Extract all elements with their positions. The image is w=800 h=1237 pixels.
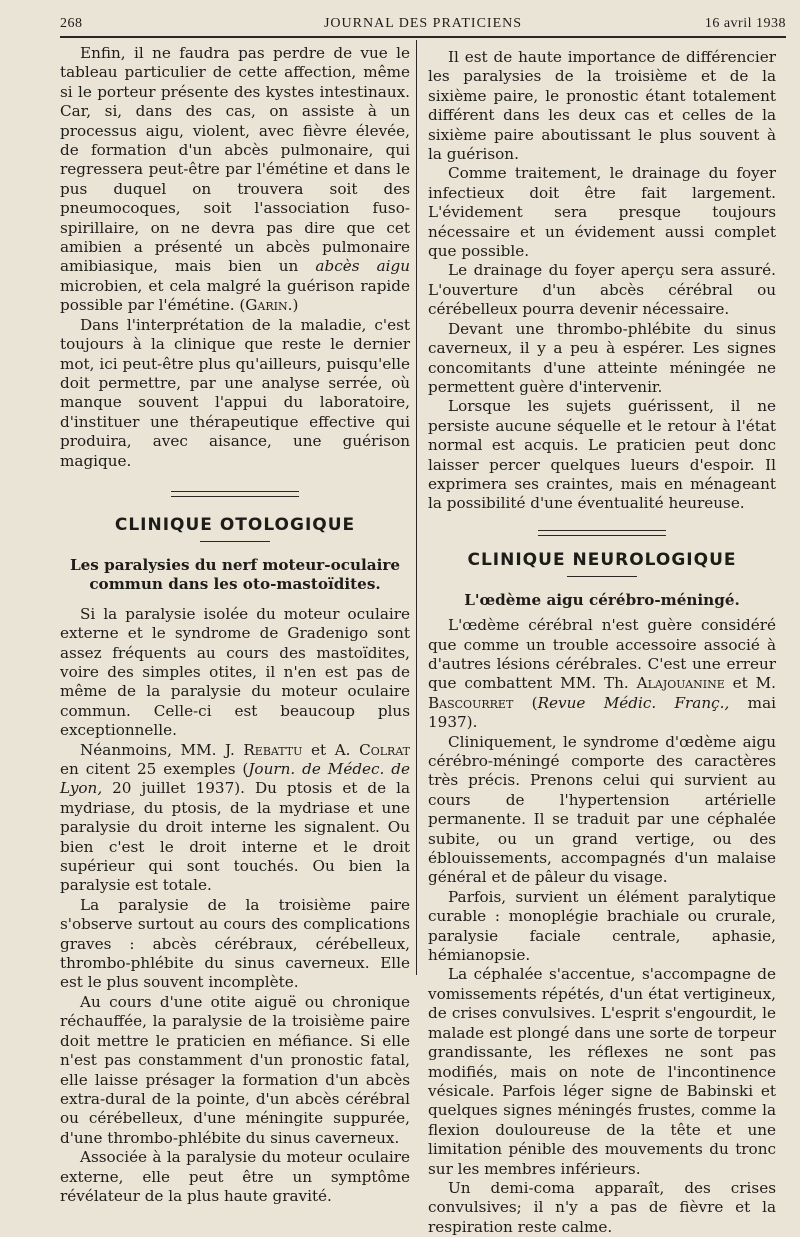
paragraph: Il est de haute importance de différencier les paralysies de la troisième et de la sixième paire, le pronostic étant totalement différent dans les deux cas et celles de la sixième paire aboutissant le plus souvent à la guérison.: [428, 48, 776, 164]
article-title: Les paralysies du nerf moteur-oculaire commun dans les oto-mastoïdites.: [69, 555, 401, 594]
paragraph: L'œdème cérébral n'est guère considéré que comme un trouble accessoire associé à d'autres lésions cérébrales. C'est une erreur que combattent MM. Th. Alajouanine et M. Bascourret (Revue Médic. Franç., mai 1937).: [428, 616, 777, 732]
issue-date: 16 avril 1938: [704, 16, 786, 31]
journal-title: JOURNAL DES PRATICIENS: [323, 16, 523, 31]
section-heading-neurologique: CLINIQUE NEUROLOGIQUE: [467, 549, 737, 570]
paragraph: Associée à la paralysie du moteur oculaire externe, elle peut être un symptôme révélateur de la plus haute gravité.: [60, 1148, 410, 1205]
paragraph: Au cours d'une otite aiguë ou chronique réchauffée, la paralysie de la troisième paire doit mettre le praticien en méfiance. Si elle n'est pas constamment d'un pronostic fatal, elle laisse présager la formation d'un abcès extra-dural de la pointe, d'un abcès cérébral ou cérébelleux, d'une méningite suppurée, d'une thrombo-phlébite du sinus caverneux.: [60, 992, 410, 1147]
running-header: [60, 14, 786, 36]
paragraph: Lorsque les sujets guérissent, il ne persiste aucune séquelle et le retour à l'état normal est acquis. Le praticien peut donc laisser percer quelques lueurs d'espoir. Il exprimera ses craintes, mais en ménageant la possibilité d'une éventualité heureuse.: [428, 397, 776, 513]
article-title: L'œdème aigu cérébro-méningé.: [464, 590, 740, 609]
section-heading-otologique: CLINIQUE OTOLOGIQUE: [114, 514, 356, 535]
paragraph: La paralysie de la troisième paire s'observe surtout au cours des complications graves : abcès cérébraux, cérébelleux, thrombo-phlébite du sinus caverneux. Elle est le plus souvent incomplète.: [60, 895, 410, 992]
paragraph: Enfin, il ne faudra pas perdre de vue le tableau particulier de cette affection, même si le porteur présente des kystes intestinaux. Car, si, dans des cas, on assiste à un processus aigu, violent, avec fièvre élevée, de formation d'un abcès pulmonaire, qui regressera peut-être par l'émétine et dans le pus duquel on trouvera soit des pneumocoques, soit l'association fuso-spirillaire, on ne devra pas dire que cet amibien a présenté un abcès pulmonaire amibiasique, mais bien un abcès aigu microbien, et cela malgré la guérison rapide possible par l'émétine. (Garin.): [60, 44, 411, 315]
paragraph: Néanmoins, MM. J. Rebattu et A. Colrat en citent 25 exemples (Journ. de Médec. de Lyon, 20 juillet 1937). Du ptosis et de la mydriase, du ptosis, de la mydriase et une paralysie du droit interne les signalent. Ou bien c'est le droit interne et le droit supérieur qui sont touchés. Ou bien la paralysie est totale.: [60, 740, 410, 895]
paragraph: Un demi-coma apparaît, des crises convulsives; il n'y a pas de fièvre et la respiration reste calme.: [428, 1178, 776, 1236]
paragraph: Comme traitement, le drainage du foyer infectieux doit être fait largement. L'évidement sera presque toujours nécessaire et un évidement aussi complet que possible.: [428, 164, 776, 261]
paragraph: Parfois, survient un élément paralytique curable : monoplégie brachiale ou crurale, paralysie faciale centrale, aphasie, hémianopsie.: [428, 887, 776, 965]
paragraph: Devant une thrombo-phlébite du sinus caverneux, il y a peu à espérer. Les signes concomitants d'une atteinte méningée ne permettent guère d'intervenir.: [428, 319, 776, 396]
right-column: [428, 48, 776, 1237]
paragraph: Cliniquement, le syndrome d'œdème aigu cérébro-méningé comporte des caractères très précis. Prenons celui qui survient au cours de l'hypertension artérielle permanente. Il se traduit par une céphalée subite, ou un grand vertige, ou des éblouissements, accompagnés d'un malaise général et de pâleur du visage.: [428, 732, 776, 887]
paragraph: La céphalée s'accentue, s'accompagne de vomissements répétés, d'un état vertigineux, de crises convulsives. L'esprit s'engourdit, le malade est plongé dans une sorte de torpeur grandissante, les réflexes ne sont pas modifiés, mais on note de l'incontinence vésicale. Parfois léger signe de Babinski et quelques signes méningés frustes, comme la flexion douloureuse de la tête et une limitation pénible des mouvements du tronc sur les membres inférieurs.: [428, 965, 776, 1178]
header-rule: [60, 36, 786, 38]
paragraph: Dans l'interprétation de la maladie, c'est toujours à la clinique que reste le dernier mot, ici peut-être plus qu'ailleurs, puisqu'elle doit permettre, par une analyse serrée, où manque souvent l'appui du laboratoire, d'instituer une thérapeutique effective qui produira, avec aisance, une guérison magique.: [60, 315, 410, 470]
paragraph: Le drainage du foyer aperçu sera assuré. L'ouverture d'un abcès cérébral ou cérébelleux pourra devenir nécessaire.: [428, 261, 776, 319]
left-column: [60, 44, 410, 1206]
page-number: 268: [60, 16, 83, 31]
column-divider: [416, 40, 417, 975]
paragraph: Si la paralysie isolée du moteur oculaire externe et le syndrome de Gradenigo sont assez fréquents au cours des mastoïdites, voire des simples otites, il n'en est pas de même de la paralysie du moteur oculaire commun. Celle-ci est beaucoup plus exceptionnelle.: [60, 604, 410, 740]
